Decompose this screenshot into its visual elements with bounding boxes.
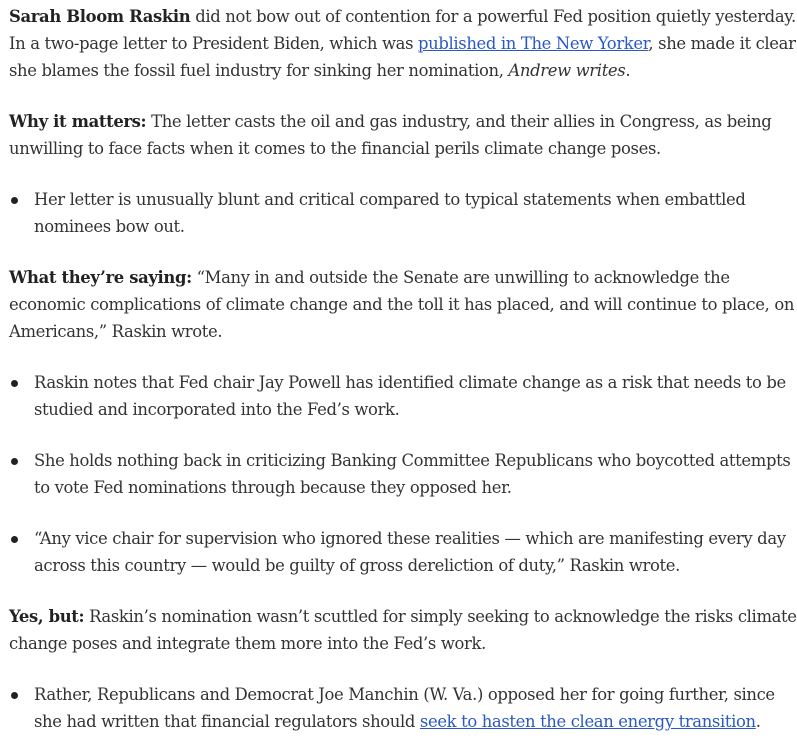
list-item	[9, 186, 797, 240]
intro-paragraph	[9, 3, 797, 84]
bullet-dot-icon	[11, 536, 18, 543]
yes-but-label: Yes, but:	[9, 607, 85, 626]
why-it-matters-list	[9, 186, 797, 240]
bullet-dot-icon	[11, 197, 18, 204]
what-theyre-saying-text: “Many in and outside the Senate are unwilling to acknowledge the economic complications of climate change and the toll it has placed, and will continue to place, on Americans,” Raskin wrote.	[9, 268, 795, 341]
why-it-matters-label: Why it matters:	[9, 112, 147, 131]
why-it-matters-text: The letter casts the oil and gas industry, and their allies in Congress, as being unwilling to face facts when it comes to the financial perils climate change poses.	[9, 112, 772, 158]
list-item	[9, 681, 797, 735]
list-item-end: .	[755, 712, 761, 731]
what-theyre-saying-list	[9, 369, 797, 579]
list-item-text: Rather, Republicans and Democrat Joe Manchin (W. Va.) opposed her for going further, since she had written that financial regulators should	[34, 685, 775, 731]
bullet-dot-icon	[11, 692, 18, 699]
yes-but-paragraph	[9, 603, 797, 657]
list-item	[9, 525, 797, 579]
list-item	[9, 447, 797, 501]
byline: Andrew writes	[508, 61, 626, 80]
intro-text-2: , she made it clear she blames the fossil fuel industry for sinking her nomination,	[9, 34, 796, 80]
new-yorker-link[interactable]: published in The New Yorker	[418, 34, 649, 53]
intro-text-1: did not bow out of contention for a powerful Fed position quietly yesterday. In a two-page letter to President Biden, which was	[9, 7, 796, 53]
list-item	[9, 369, 797, 423]
what-theyre-saying-label: What they’re saying:	[9, 268, 192, 287]
yes-but-text: Raskin’s nomination wasn’t scuttled for simply seeking to acknowledge the risks climate change poses and integrate them more into the Fed’s work.	[9, 607, 797, 653]
list-item-text: She holds nothing back in criticizing Banking Committee Republicans who boycotted attempts to vote Fed nominations through because they opposed her.	[34, 451, 791, 497]
yes-but-list	[9, 681, 797, 735]
what-theyre-saying-paragraph	[9, 264, 797, 345]
bullet-dot-icon	[11, 458, 18, 465]
why-it-matters-paragraph	[9, 108, 797, 162]
clean-energy-link[interactable]: seek to hasten the clean energy transition	[419, 712, 756, 731]
list-item-text: “Any vice chair for supervision who ignored these realities — which are manifesting every day across this country — would be guilty of gross dereliction of duty,” Raskin wrote.	[34, 529, 786, 575]
intro-end: .	[625, 61, 631, 80]
lead-name: Sarah Bloom Raskin	[9, 7, 191, 26]
list-item-text: Her letter is unusually blunt and critical compared to typical statements when embattled nominees bow out.	[34, 190, 746, 236]
list-item-text: Raskin notes that Fed chair Jay Powell has identified climate change as a risk that needs to be studied and incorporated into the Fed’s work.	[34, 373, 786, 419]
bullet-dot-icon	[11, 380, 18, 387]
